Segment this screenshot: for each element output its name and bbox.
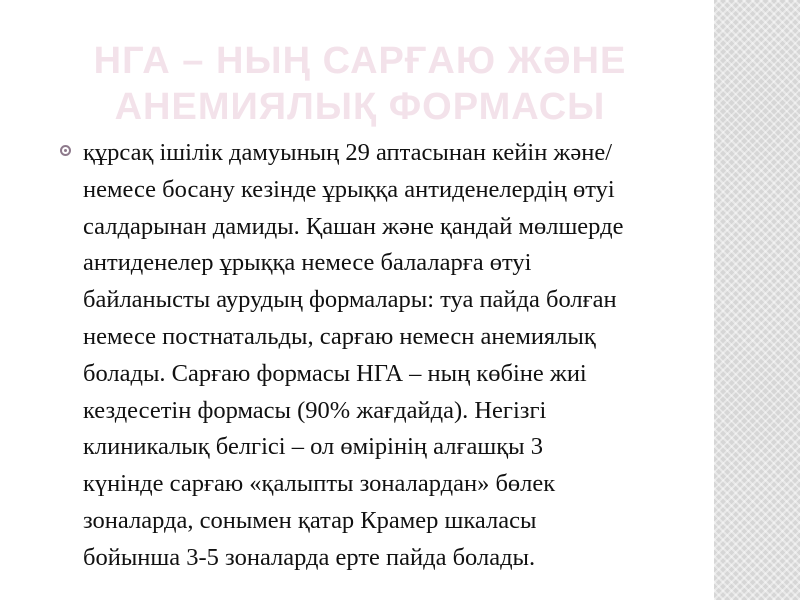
bullet-line: немесе босану кезінде ұрыққа антиденелердің өтуі [83,175,615,203]
side-pattern-decoration [714,0,800,600]
slide-title-line-2: АНЕМИЯЛЫҚ ФОРМАСЫ [114,86,606,128]
bullet-line: антиденелер ұрыққа немесе балаларға өтуі [83,249,532,277]
bullet-line: байланысты аурудың формалары: туа пайда болған [83,286,617,314]
bullet-text [83,135,623,577]
bullet-line: зоналарда, сонымен қатар Крамер шкаласы [83,506,537,534]
slide-content [60,135,710,577]
bullet-line: кездесетін формасы (90% жағдайда). Негізгі [83,396,547,424]
slide-title [60,38,660,130]
bullet-item [60,135,710,577]
circle-bullet-icon [60,145,71,156]
bullet-line: күнінде сарғаю «қалыпты зоналардан» бөлек [83,470,556,498]
bullet-line: болады. Сарғаю формасы НГА – ның көбіне жиі [83,359,587,387]
bullet-line: клиникалық белгісі – ол өмірінің алғашқы 3 [83,433,543,461]
bullet-line: салдарынан дамиды. Қашан және қандай мөлшерде [83,212,624,240]
bullet-line: құрсақ ішілік дамуының 29 аптасынан кейін және/ [83,139,613,166]
bullet-line: немесе постнатальды, сарғаю немесн анемиялық [83,322,596,350]
bullet-line: бойынша 3-5 зоналарда ерте пайда болады. [83,543,536,571]
slide-title-line-1: НГА – НЫҢ САРҒАЮ ЖӘНЕ [93,40,627,82]
